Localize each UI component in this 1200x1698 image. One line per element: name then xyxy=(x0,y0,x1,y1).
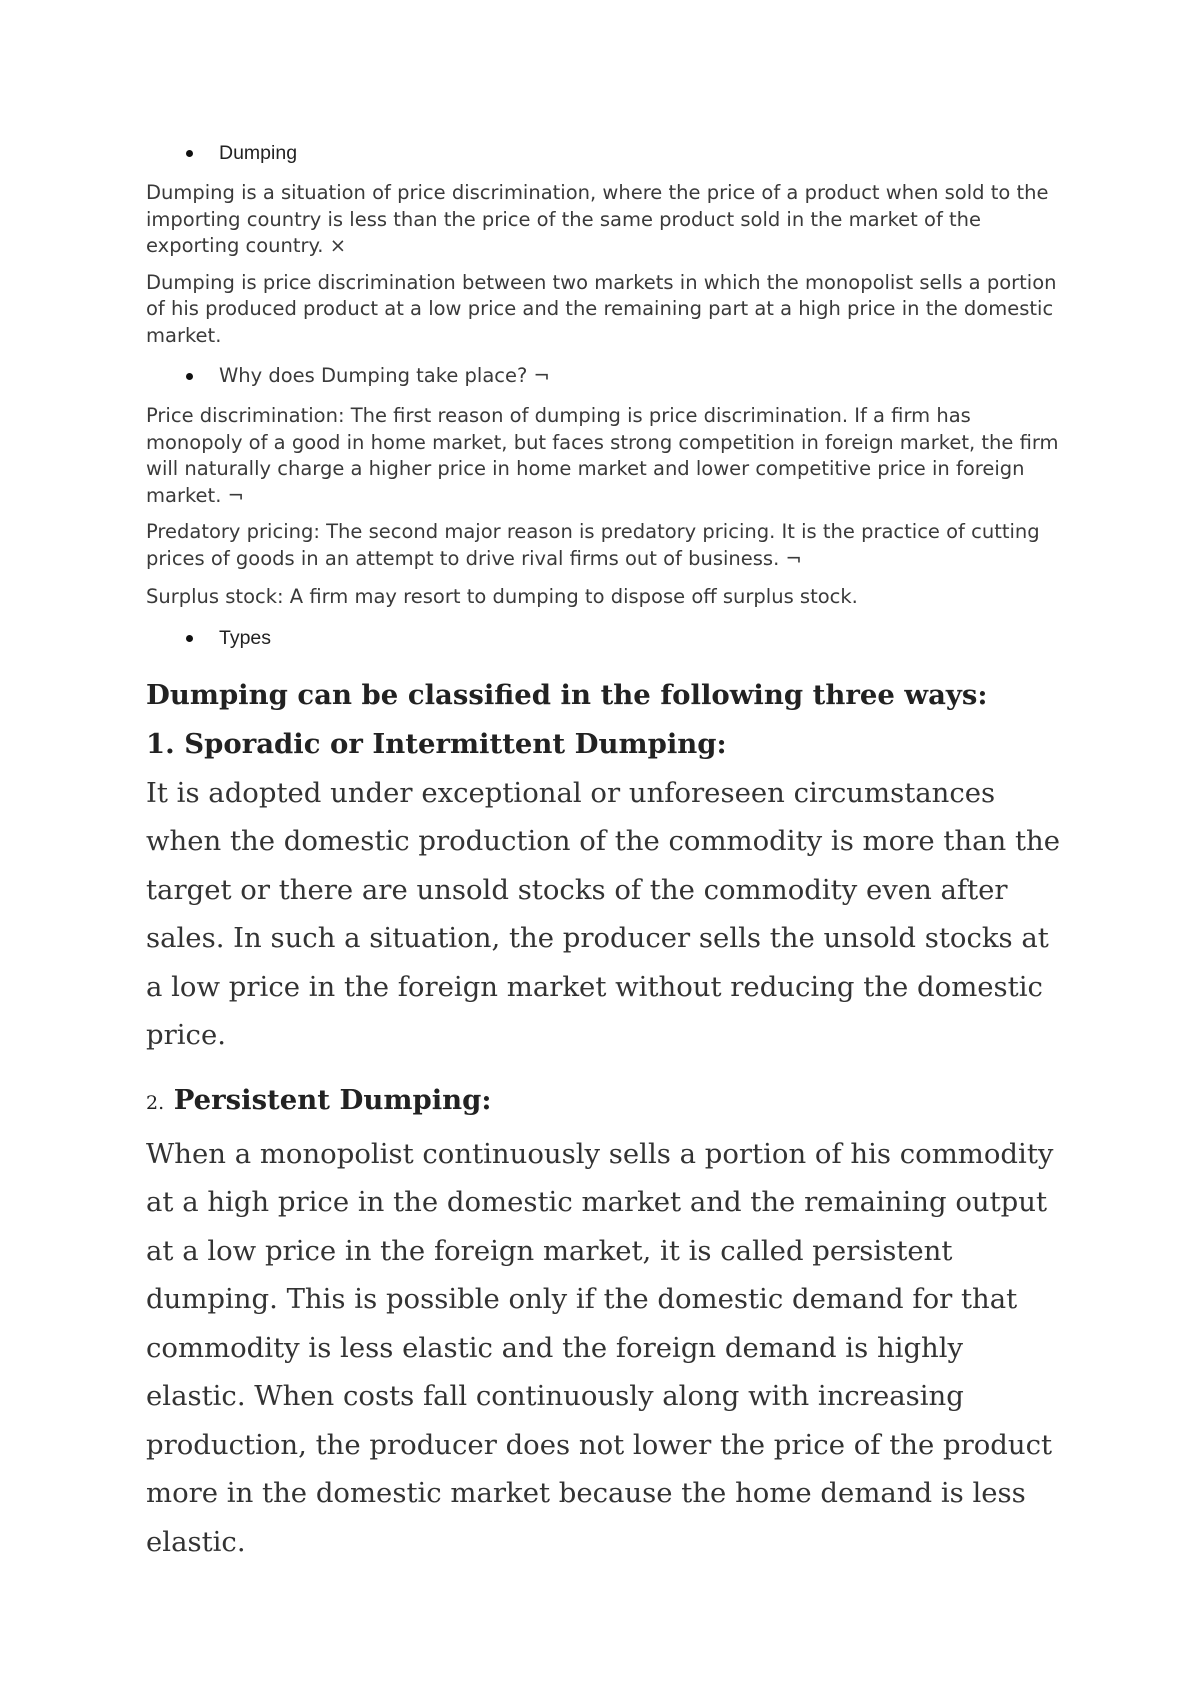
sporadic-dumping-body: It is adopted under exceptional or unforeseen circumstances when the domestic production of the commodity is more than the target or there are unsold stocks of the commodity even after sales. In such a situation, the producer sells the unsold stocks at a low price in the foreign market without reducing the domestic price. xyxy=(146,776,1060,1051)
reason-surplus-stock: Surplus stock: A firm may resort to dumping to dispose off surplus stock. xyxy=(146,585,858,608)
bullet-dot-icon xyxy=(186,150,193,157)
document-content xyxy=(146,140,1066,1566)
bullet-dumping xyxy=(146,140,1066,166)
reason-price-discrimination: Price discrimination: The first reason of dumping is price discrimination. If a firm has monopoly of a good in home market, but faces strong competition in foreign market, the firm will naturally charge a higher price in home market and lower competitive price in foreign market. ¬ xyxy=(146,404,1059,507)
bullet-text: Why does Dumping take place? ¬ xyxy=(219,364,550,387)
bullet-dot-icon xyxy=(186,635,193,642)
bullet-dot-icon xyxy=(186,373,193,380)
bullet-types xyxy=(146,625,1066,651)
definition-paragraph-1: Dumping is a situation of price discrimination, where the price of a product when sold to the importing country is less than the price of the same product sold in the market of the exporting country. × xyxy=(146,181,1049,257)
types-intro-heading: Dumping can be classified in the following three ways: xyxy=(146,678,988,711)
bullet-why-dumping xyxy=(146,363,1066,389)
bullet-text: Types xyxy=(219,626,272,649)
reason-predatory-pricing: Predatory pricing: The second major reason is predatory pricing. It is the practice of cutting prices of goods in an attempt to drive rival firms out of business. ¬ xyxy=(146,520,1040,570)
persistent-dumping-heading xyxy=(146,1076,1066,1128)
definition-paragraph-2: Dumping is price discrimination between two markets in which the monopolist sells a portion of his produced product at a low price and the remaining part at a high price in the domestic market. xyxy=(146,270,1057,347)
bullet-text: Dumping xyxy=(219,142,298,164)
persistent-dumping-number: 2. xyxy=(146,1091,165,1114)
persistent-dumping-title: Persistent Dumping: xyxy=(173,1083,492,1116)
sporadic-dumping-heading: 1. Sporadic or Intermittent Dumping: xyxy=(146,727,727,760)
persistent-dumping-body: When a monopolist continuously sells a portion of his commodity at a high price in the domestic market and the remaining output at a low price in the foreign market, it is called persistent dumping. This is possible only if the domestic demand for that commodity is less elastic and the foreign demand is highly elastic. When costs fall continuously along with increasing production, the producer does not lower the price of the product more in the domestic market because the home demand is less elastic. xyxy=(146,1137,1054,1558)
